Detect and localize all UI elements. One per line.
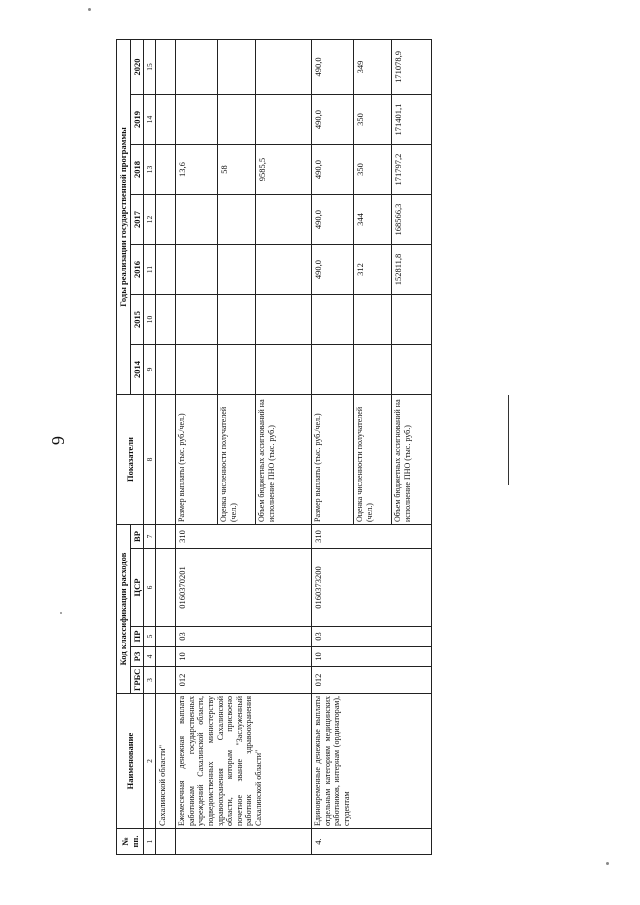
value-2014 bbox=[176, 345, 218, 395]
value-2016: 312 bbox=[354, 245, 392, 295]
header-grbs: ГРБС bbox=[131, 667, 144, 694]
value-2017 bbox=[256, 195, 312, 245]
measure-name: Единовременные денежные выплаты отдельным категориям медицинских работников, интернам (ординаторам), студентам bbox=[312, 694, 432, 829]
grbs-code: 012 bbox=[176, 667, 312, 694]
budget-table-rotated bbox=[116, 40, 420, 855]
value-2018: 9585,5 bbox=[256, 145, 312, 195]
pr-code: 03 bbox=[176, 627, 312, 647]
margin-rule bbox=[508, 395, 509, 485]
value-2017: 344 bbox=[354, 195, 392, 245]
value-2014 bbox=[392, 345, 432, 395]
csr-code: 0160373200 bbox=[312, 549, 432, 627]
row-no bbox=[176, 829, 312, 855]
header-csr: ЦСР bbox=[131, 549, 144, 627]
table-row bbox=[176, 39, 218, 854]
value-2016: 152811,8 bbox=[392, 245, 432, 295]
header-year-2015: 2015 bbox=[131, 295, 144, 345]
vr-code: 310 bbox=[176, 525, 312, 549]
value-2020 bbox=[256, 39, 312, 94]
value-2014 bbox=[354, 345, 392, 395]
value-2015 bbox=[312, 295, 354, 345]
value-2018: 58 bbox=[218, 145, 256, 195]
value-2015 bbox=[218, 295, 256, 345]
header-year-2018: 2018 bbox=[131, 145, 144, 195]
header-vr: ВР bbox=[131, 525, 144, 549]
page-number: 6 bbox=[48, 436, 68, 445]
value-2020 bbox=[218, 39, 256, 94]
value-2016: 490,0 bbox=[312, 245, 354, 295]
col-number: 12 bbox=[144, 195, 156, 245]
table-row bbox=[312, 39, 354, 854]
header-code-group: Код классификации расходов bbox=[117, 525, 131, 694]
indicator: Объем бюджетных ассигнований на исполнение ПНО (тыс. руб.) bbox=[256, 395, 312, 525]
value-2020: 171078,9 bbox=[392, 39, 432, 94]
value-2019 bbox=[176, 95, 218, 145]
pr-code: 03 bbox=[312, 627, 432, 647]
value-2018: 13,6 bbox=[176, 145, 218, 195]
header-year-2019: 2019 bbox=[131, 95, 144, 145]
value-2019: 490,0 bbox=[312, 95, 354, 145]
value-2019 bbox=[218, 95, 256, 145]
scan-speck bbox=[606, 862, 609, 865]
scan-speck bbox=[88, 8, 91, 11]
value-2020: 349 bbox=[354, 39, 392, 94]
value-2017 bbox=[176, 195, 218, 245]
col-number: 8 bbox=[144, 395, 156, 525]
col-number: 11 bbox=[144, 245, 156, 295]
value-2017 bbox=[218, 195, 256, 245]
value-2014 bbox=[312, 345, 354, 395]
indicator: Размер выплаты (тыс. руб./чел.) bbox=[312, 395, 354, 525]
value-2017: 168566,3 bbox=[392, 195, 432, 245]
value-2019 bbox=[256, 95, 312, 145]
header-year-2020: 2020 bbox=[131, 39, 144, 94]
value-2018: 490,0 bbox=[312, 145, 354, 195]
indicator: Размер выплаты (тыс. руб./чел.) bbox=[176, 395, 218, 525]
indicator: Оценка численности получателей (чел.) bbox=[354, 395, 392, 525]
measure-name: Ежемесячная денежная выплата работникам государственных учреждений Сахалинской области, подведомственных министерству здравоохранения Сахалинской области, которым присвоено почетное звание "Заслуженный работник здравоохранения Сахалинской области" bbox=[176, 694, 312, 829]
indicator: Оценка численности получателей (чел.) bbox=[218, 395, 256, 525]
value-2015 bbox=[256, 295, 312, 345]
value-2018: 350 bbox=[354, 145, 392, 195]
budget-table bbox=[116, 39, 432, 855]
header-years-group: Годы реализации государственной программы bbox=[117, 39, 131, 394]
col-number: 7 bbox=[144, 525, 156, 549]
header-name: Наименование bbox=[117, 694, 144, 829]
value-2015 bbox=[176, 295, 218, 345]
header-year-2016: 2016 bbox=[131, 245, 144, 295]
rz-code: 10 bbox=[312, 647, 432, 667]
value-2019: 171401,1 bbox=[392, 95, 432, 145]
vr-code: 310 bbox=[312, 525, 432, 549]
col-number: 6 bbox=[144, 549, 156, 627]
col-number: 3 bbox=[144, 667, 156, 694]
continuation-row bbox=[156, 39, 176, 854]
col-number: 4 bbox=[144, 647, 156, 667]
value-2020: 490,0 bbox=[312, 39, 354, 94]
header-year-2017: 2017 bbox=[131, 195, 144, 245]
header-rz: РЗ bbox=[131, 647, 144, 667]
col-number: 2 bbox=[144, 694, 156, 829]
header-indicator: Показатели bbox=[117, 395, 144, 525]
rz-code: 10 bbox=[176, 647, 312, 667]
row-no: 4. bbox=[312, 829, 432, 855]
header-no: № пп. bbox=[117, 829, 144, 855]
value-2015 bbox=[392, 295, 432, 345]
col-number: 1 bbox=[144, 829, 156, 855]
value-2018: 171797,2 bbox=[392, 145, 432, 195]
value-2015 bbox=[354, 295, 392, 345]
value-2017: 490,0 bbox=[312, 195, 354, 245]
grbs-code: 012 bbox=[312, 667, 432, 694]
value-2016 bbox=[218, 245, 256, 295]
col-number: 15 bbox=[144, 39, 156, 94]
value-2016 bbox=[256, 245, 312, 295]
col-number: 9 bbox=[144, 345, 156, 395]
continuation-name: Сахалинской области" bbox=[156, 694, 176, 829]
indicator: Объем бюджетных ассигнований на исполнение ПНО (тыс. руб.) bbox=[392, 395, 432, 525]
csr-code: 0160370201 bbox=[176, 549, 312, 627]
header-year-2014: 2014 bbox=[131, 345, 144, 395]
scan-speck bbox=[60, 612, 62, 614]
value-2016 bbox=[176, 245, 218, 295]
col-number: 14 bbox=[144, 95, 156, 145]
value-2020 bbox=[176, 39, 218, 94]
header-pr: ПР bbox=[131, 627, 144, 647]
col-number: 13 bbox=[144, 145, 156, 195]
column-number-row bbox=[144, 39, 156, 854]
value-2019: 350 bbox=[354, 95, 392, 145]
value-2014 bbox=[256, 345, 312, 395]
col-number: 10 bbox=[144, 295, 156, 345]
col-number: 5 bbox=[144, 627, 156, 647]
value-2014 bbox=[218, 345, 256, 395]
